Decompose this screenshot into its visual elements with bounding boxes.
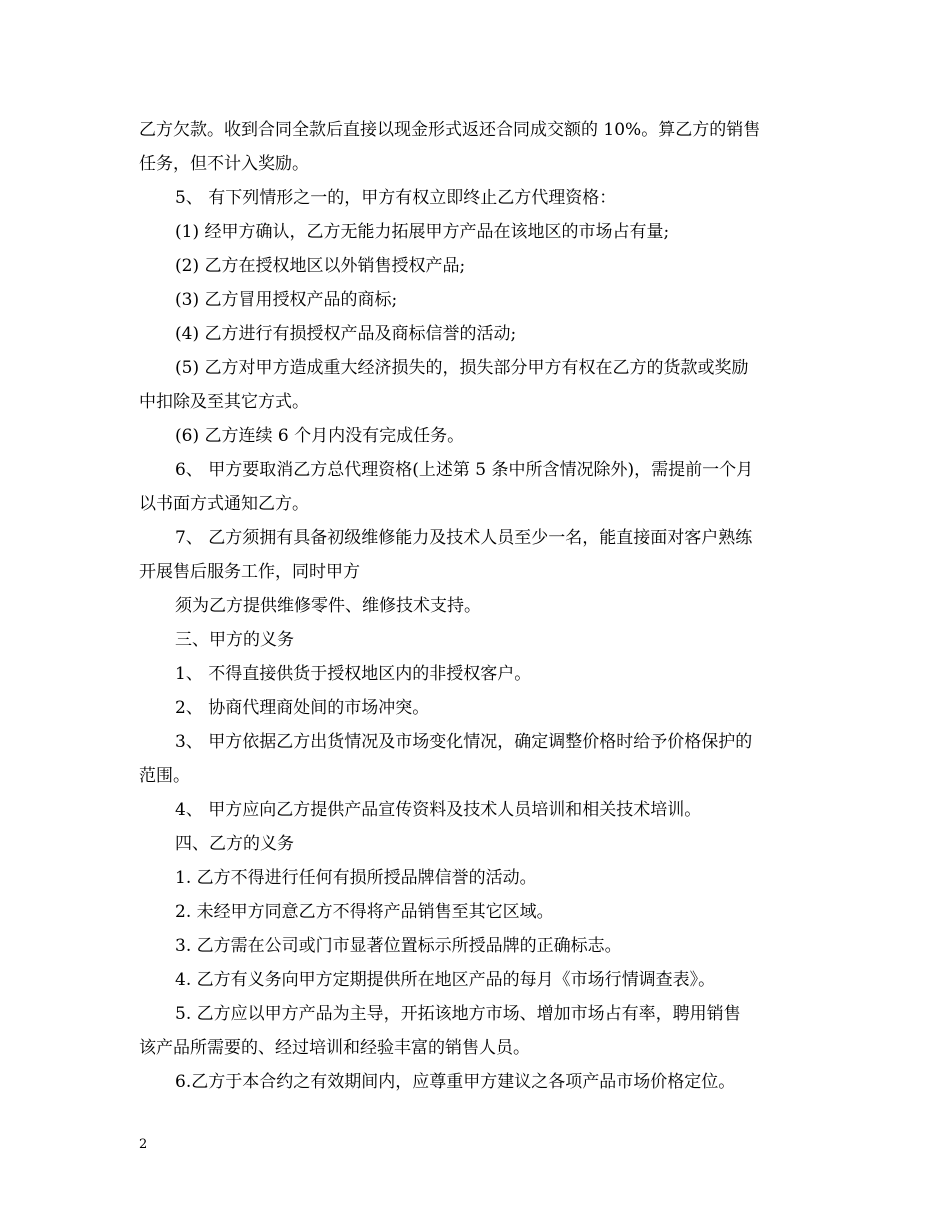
text-line: (6) 乙方连续 6 个月内没有完成任务。 — [175, 426, 465, 446]
document-body — [139, 113, 819, 1099]
text-line: 3、 甲方依据乙方出货情况及市场变化情况，确定调整价格时给予价格保护的 — [175, 732, 753, 752]
text-line: 四、乙方的义务 — [175, 834, 294, 854]
text-line: (3) 乙方冒用授权产品的商标; — [175, 290, 398, 310]
text-line: 5、 有下列情形之一的，甲方有权立即终止乙方代理资格： — [175, 188, 617, 208]
text-line: 5. 乙方应以甲方产品为主导，开拓该地方市场、增加市场占有率，聘用销售 — [175, 1004, 741, 1024]
text-line: 2. 未经甲方同意乙方不得将产品销售至其它区域。 — [175, 902, 554, 922]
text-line: (5) 乙方对甲方造成重大经济损失的，损失部分甲方有权在乙方的货款或奖励 — [175, 358, 749, 378]
text-line: 任务，但不计入奖励。 — [139, 154, 309, 174]
text-line: 1、 不得直接供货于授权地区内的非授权客户。 — [175, 664, 532, 684]
text-line: (1) 经甲方确认，乙方无能力拓展甲方产品在该地区的市场占有量; — [175, 222, 670, 242]
page-number: 2 — [139, 1137, 148, 1152]
text-line: (4) 乙方进行有损授权产品及商标信誉的活动; — [175, 324, 517, 344]
text-line: 4. 乙方有义务向甲方定期提供所在地区产品的每月《市场行情调查表》。 — [175, 970, 716, 990]
text-line: 1. 乙方不得进行任何有损所授品牌信誉的活动。 — [175, 868, 537, 888]
text-line: 6、 甲方要取消乙方总代理资格(上述第 5 条中所含情况除外)，需提前一个月 — [175, 460, 754, 480]
text-line: 乙方欠款。收到合同全款后直接以现金形式返还合同成交额的 10%。算乙方的销售 — [139, 120, 761, 140]
text-line: 4、 甲方应向乙方提供产品宣传资料及技术人员培训和相关技术培训。 — [175, 800, 702, 820]
text-line: (2) 乙方在授权地区以外销售授权产品; — [175, 256, 466, 276]
text-line: 2、 协商代理商处间的市场冲突。 — [175, 698, 430, 718]
text-line: 开展售后服务工作，同时甲方 — [139, 562, 360, 582]
text-line: 须为乙方提供维修零件、维修技术支持。 — [175, 596, 481, 616]
text-line: 中扣除及至其它方式。 — [139, 392, 309, 412]
text-line: 三、甲方的义务 — [175, 630, 294, 650]
text-line: 3. 乙方需在公司或门市显著位置标示所授品牌的正确标志。 — [175, 936, 622, 956]
text-line: 该产品所需要的、经过培训和经验丰富的销售人员。 — [139, 1038, 530, 1058]
text-line: 范围。 — [139, 766, 190, 786]
text-line: 6.乙方于本合约之有效期间内，应尊重甲方建议之各项产品市场价格定位。 — [175, 1072, 736, 1092]
text-line: 7、 乙方须拥有具备初级维修能力及技术人员至少一名，能直接面对客户熟练 — [175, 528, 753, 548]
text-line: 以书面方式通知乙方。 — [139, 494, 309, 514]
